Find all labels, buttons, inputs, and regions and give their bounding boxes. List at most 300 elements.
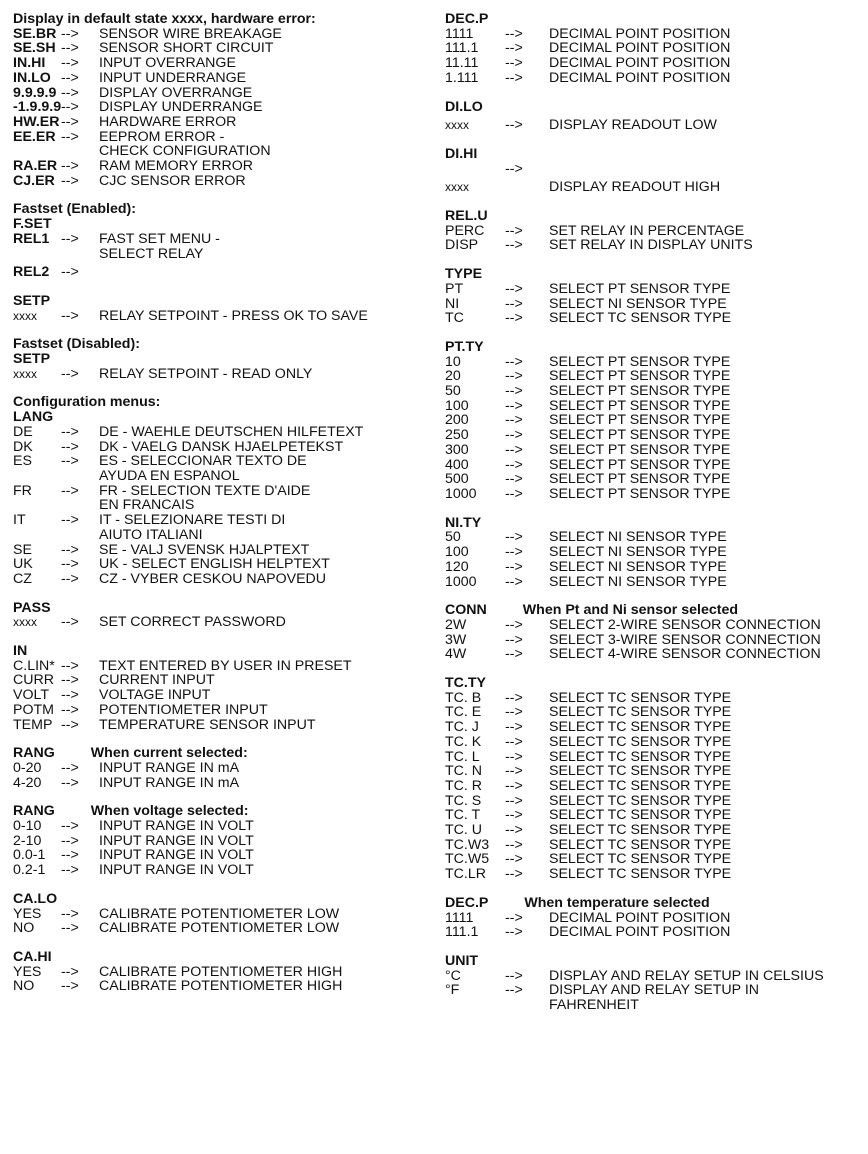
entry-arrow xyxy=(61,144,99,159)
menu-entry xyxy=(445,224,865,239)
entry-arrow: --> xyxy=(505,160,523,177)
entry-arrow: --> xyxy=(505,295,523,312)
entry-code: NI xyxy=(445,295,460,312)
entry-description: INPUT RANGE IN mA xyxy=(99,759,240,776)
entry-code: 500 xyxy=(445,471,469,488)
entry-arrow: --> xyxy=(61,556,79,573)
menu-entry xyxy=(13,174,413,189)
entry-description: RAM MEMORY ERROR xyxy=(99,158,253,175)
entry-code: 2W xyxy=(445,616,467,633)
entry-arrow: --> xyxy=(505,412,523,429)
entry-description: SELECT PT SENSOR TYPE xyxy=(549,456,731,473)
menu-entry xyxy=(13,41,413,56)
section-type xyxy=(445,267,865,326)
section-heading xyxy=(445,147,865,162)
entry-description: SELECT 3-WIRE SENSOR CONNECTION xyxy=(549,631,821,648)
menu-entry xyxy=(13,56,413,71)
entry-arrow: --> xyxy=(61,25,79,42)
entry-arrow: --> xyxy=(61,512,79,529)
entry-arrow: --> xyxy=(61,847,79,864)
entry-description: VOLTAGE INPUT xyxy=(99,687,211,704)
entry-description: DISPLAY AND RELAY SETUP IN xyxy=(549,982,760,999)
heading-text: DI.HI xyxy=(445,145,478,162)
right-column xyxy=(445,12,865,1027)
entry-arrow: --> xyxy=(505,924,523,941)
menu-entry xyxy=(13,513,413,528)
menu-entry xyxy=(13,819,413,834)
entry-arrow: --> xyxy=(505,485,523,502)
menu-entry xyxy=(445,545,865,560)
entry-code: PT xyxy=(445,280,464,297)
section-heading xyxy=(445,340,865,355)
menu-entry xyxy=(445,823,865,838)
entry-description: DECIMAL POINT POSITION xyxy=(549,55,731,72)
entry-arrow xyxy=(61,498,99,513)
entry-code: TC xyxy=(445,310,464,327)
section-tcty xyxy=(445,676,865,882)
entry-code: DE xyxy=(13,423,33,440)
menu-entry xyxy=(445,575,865,590)
section-pass xyxy=(13,601,413,630)
section-fastset-disabled xyxy=(13,337,413,381)
entry-description: FR - SELECTION TEXTE D'AIDE xyxy=(99,482,311,499)
entry-code xyxy=(445,162,505,177)
menu-entry xyxy=(445,180,865,195)
entry-description: ES - SELECCIONAR TEXTO DE xyxy=(99,453,307,470)
entry-code: 1000 xyxy=(445,485,477,502)
entry-description: DECIMAL POINT POSITION xyxy=(549,924,731,941)
entry-code: IN.HI xyxy=(13,55,46,72)
entry-arrow: --> xyxy=(505,280,523,297)
menu-entry xyxy=(445,384,865,399)
section-subheading: SETP xyxy=(13,351,51,368)
menu-entry xyxy=(445,750,865,765)
entry-code: 4-20 xyxy=(13,774,42,791)
entry-description: SET RELAY IN DISPLAY UNITS xyxy=(549,237,753,254)
entry-description: SELECT TC SENSOR TYPE xyxy=(549,777,732,794)
entry-description: SELECT TC SENSOR TYPE xyxy=(549,836,732,853)
entry-description: SELECT NI SENSOR TYPE xyxy=(549,295,727,312)
heading-note: When voltage selected: xyxy=(90,803,249,820)
entry-arrow: --> xyxy=(61,701,79,718)
entry-arrow: --> xyxy=(505,397,523,414)
entry-arrow: --> xyxy=(505,456,523,473)
entry-arrow: --> xyxy=(505,40,523,57)
entry-description: SELECT TC SENSOR TYPE xyxy=(549,704,732,721)
heading-text: UNIT xyxy=(445,952,479,969)
section-heading xyxy=(445,896,865,911)
entry-description: DISPLAY UNDERRANGE xyxy=(99,99,263,116)
entry-description: INPUT RANGE IN VOLT xyxy=(99,847,254,864)
heading-note: When current selected: xyxy=(90,745,248,762)
menu-entry xyxy=(445,369,865,384)
menu-entry xyxy=(445,983,865,998)
entry-arrow: --> xyxy=(505,646,523,663)
entry-description: SELECT TC SENSOR TYPE xyxy=(549,792,732,809)
entry-description: HARDWARE ERROR xyxy=(99,113,237,130)
entry-arrow: --> xyxy=(505,558,523,575)
entry-code: 0.0-1 xyxy=(13,847,46,864)
menu-entry xyxy=(13,100,413,115)
heading-text: TC.TY xyxy=(445,675,486,692)
entry-arrow: --> xyxy=(61,570,79,587)
entry-code: IN.LO xyxy=(13,69,51,86)
entry-code: REL2 xyxy=(13,264,50,281)
menu-entry xyxy=(13,572,413,587)
entry-description: DISPLAY OVERRANGE xyxy=(99,84,253,101)
entry-code: 4W xyxy=(445,646,467,663)
section-rang-current xyxy=(13,746,413,790)
menu-entry xyxy=(445,297,865,312)
section-heading xyxy=(13,294,413,309)
section-in xyxy=(13,644,413,732)
entry-arrow: --> xyxy=(61,920,79,937)
menu-entry xyxy=(445,530,865,545)
section-subheading: F.SET xyxy=(13,216,52,233)
section-heading xyxy=(13,950,413,965)
entry-description: DECIMAL POINT POSITION xyxy=(549,69,731,86)
entry-arrow: --> xyxy=(505,117,523,134)
menu-entry xyxy=(13,265,413,280)
heading-text: PT.TY xyxy=(445,338,484,355)
heading-text: DI.LO xyxy=(445,98,483,115)
entry-arrow: --> xyxy=(505,836,523,853)
menu-entry xyxy=(445,838,865,853)
menu-entry xyxy=(445,969,865,984)
heading-text: Fastset (Disabled): xyxy=(13,336,140,353)
heading-text: CA.LO xyxy=(13,890,58,907)
section-heading xyxy=(13,202,413,217)
section-default xyxy=(13,12,413,188)
section-decp xyxy=(445,12,865,86)
entry-arrow: --> xyxy=(505,529,523,546)
entry-arrow xyxy=(505,998,549,1013)
menu-entry xyxy=(445,633,865,648)
entry-description: SE - VALJ SVENSK HJALPTEXT xyxy=(99,541,310,558)
entry-arrow: --> xyxy=(61,541,79,558)
menu-entry xyxy=(445,998,865,1013)
menu-entry xyxy=(13,703,413,718)
heading-text: CONN xyxy=(445,602,487,619)
heading-text: DEC.P xyxy=(445,894,489,911)
entry-code: CURR xyxy=(13,672,54,689)
section-heading xyxy=(13,12,413,27)
entry-arrow: --> xyxy=(505,222,523,239)
entry-code: TC. T xyxy=(445,807,481,824)
menu-entry xyxy=(445,618,865,633)
entry-code: C.LIN* xyxy=(13,657,55,674)
entry-description: SELECT TC SENSOR TYPE xyxy=(549,733,732,750)
entry-arrow: --> xyxy=(61,453,79,470)
menu-entry xyxy=(13,863,413,878)
menu-entry xyxy=(13,454,413,469)
entry-description: POTENTIOMETER INPUT xyxy=(99,701,268,718)
entry-description: INPUT RANGE IN VOLT xyxy=(99,862,254,879)
section-heading xyxy=(13,601,413,616)
entry-code xyxy=(13,144,61,159)
entry-arrow: --> xyxy=(505,55,523,72)
entry-arrow: --> xyxy=(61,84,79,101)
entry-code: xxxx xyxy=(13,366,37,381)
entry-code: TC. S xyxy=(445,792,482,809)
entry-arrow: --> xyxy=(505,69,523,86)
section-heading xyxy=(445,267,865,282)
entry-code: YES xyxy=(13,905,42,922)
entry-description: CURRENT INPUT xyxy=(99,672,215,689)
entry-arrow: --> xyxy=(61,687,79,704)
menu-entry xyxy=(13,761,413,776)
entry-code: TC. R xyxy=(445,777,483,794)
menu-entry xyxy=(445,911,865,926)
entry-description: DK - VAELG DANSK HJAELPETEKST xyxy=(99,438,344,455)
entry-arrow: --> xyxy=(505,631,523,648)
entry-code: °F xyxy=(445,982,460,999)
entry-code: CJ.ER xyxy=(13,172,55,189)
entry-description: FAHRENHEIT xyxy=(549,997,639,1014)
entry-description: SENSOR WIRE BREAKAGE xyxy=(99,25,282,42)
entry-code: xxxx xyxy=(445,180,469,195)
entry-arrow: --> xyxy=(61,657,79,674)
entry-arrow: --> xyxy=(61,905,79,922)
entry-code: 50 xyxy=(445,529,461,546)
entry-description: DISPLAY AND RELAY SETUP IN CELSIUS xyxy=(549,967,824,984)
menu-entry xyxy=(445,399,865,414)
menu-entry xyxy=(445,472,865,487)
entry-description: DECIMAL POINT POSITION xyxy=(549,909,731,926)
menu-entry xyxy=(445,852,865,867)
menu-entry xyxy=(13,232,413,247)
entry-arrow xyxy=(61,247,99,262)
entry-description: SELECT TC SENSOR TYPE xyxy=(549,310,732,327)
section-heading xyxy=(445,209,865,224)
menu-entry xyxy=(445,867,865,882)
entry-arrow: --> xyxy=(505,25,523,42)
entry-arrow: --> xyxy=(505,777,523,794)
entry-description: SELECT PT SENSOR TYPE xyxy=(549,471,731,488)
entry-description: SELECT TC SENSOR TYPE xyxy=(549,763,732,780)
entry-description: RELAY SETPOINT - READ ONLY xyxy=(99,365,313,382)
entry-description: CALIBRATE POTENTIOMETER HIGH xyxy=(99,978,343,995)
entry-code: 1000 xyxy=(445,573,477,590)
entry-description: FAST SET MENU - xyxy=(99,230,220,247)
entry-code: 1.111 xyxy=(445,69,479,86)
menu-entry xyxy=(13,615,413,630)
entry-description: TEXT ENTERED BY USER IN PRESET xyxy=(99,657,352,674)
section-rang-voltage xyxy=(13,804,413,878)
menu-entry xyxy=(13,71,413,86)
menu-entry xyxy=(13,673,413,688)
entry-code: xxxx xyxy=(13,308,37,323)
entry-code: NO xyxy=(13,978,35,995)
entry-arrow: --> xyxy=(505,544,523,561)
entry-description: CALIBRATE POTENTIOMETER HIGH xyxy=(99,963,343,980)
entry-description: CZ - VYBER CESKOU NAPOVEDU xyxy=(99,570,327,587)
entry-description: INPUT RANGE IN VOLT xyxy=(99,832,254,849)
entry-arrow xyxy=(61,469,99,484)
entry-code: °C xyxy=(445,967,461,984)
section-heading xyxy=(13,395,413,410)
entry-code: SE.SH xyxy=(13,40,56,57)
entry-description: SELECT PT SENSOR TYPE xyxy=(549,485,731,502)
entry-code: TC. N xyxy=(445,763,483,780)
section-heading xyxy=(445,516,865,531)
entry-description: SELECT PT SENSOR TYPE xyxy=(549,427,731,444)
section-dihi xyxy=(445,147,865,195)
entry-arrow: --> xyxy=(61,614,79,631)
menu-entry xyxy=(445,720,865,735)
entry-code: REL1 xyxy=(13,230,50,247)
entry-arrow: --> xyxy=(505,689,523,706)
heading-text: DEC.P xyxy=(445,11,489,27)
entry-arrow: --> xyxy=(61,99,79,116)
entry-description: SENSOR SHORT CIRCUIT xyxy=(99,40,274,57)
menu-entry xyxy=(445,458,865,473)
entry-arrow: --> xyxy=(505,471,523,488)
entry-code: 300 xyxy=(445,441,469,458)
entry-description xyxy=(549,162,865,177)
entry-code: TC. E xyxy=(445,704,482,721)
section-conn xyxy=(445,603,865,662)
entry-code: xxxx xyxy=(13,615,37,630)
entry-description: SELECT TC SENSOR TYPE xyxy=(549,748,732,765)
entry-arrow: --> xyxy=(61,423,79,440)
left-column xyxy=(13,12,413,1008)
entry-description: SELECT 4-WIRE SENSOR CONNECTION xyxy=(549,646,821,663)
entry-description: SELECT NI SENSOR TYPE xyxy=(549,529,727,546)
menu-entry xyxy=(445,27,865,42)
section-heading xyxy=(445,954,865,969)
entry-code: xxxx xyxy=(445,118,469,133)
entry-arrow: --> xyxy=(505,383,523,400)
entry-description: AYUDA EN ESPANOL xyxy=(99,467,240,484)
menu-entry xyxy=(13,907,413,922)
entry-code: TC. J xyxy=(445,719,479,736)
menu-entry xyxy=(13,688,413,703)
entry-code: TC. L xyxy=(445,748,480,765)
heading-text: REL.U xyxy=(445,208,488,225)
menu-entry xyxy=(445,794,865,809)
menu-entry xyxy=(13,159,413,174)
entry-description: CHECK CONFIGURATION xyxy=(99,143,271,160)
entry-code: 20 xyxy=(445,368,461,385)
entry-code: POTM xyxy=(13,701,54,718)
entry-code xyxy=(13,469,61,484)
menu-entry xyxy=(13,979,413,994)
entry-arrow: --> xyxy=(61,365,79,382)
entry-code: SE.BR xyxy=(13,25,57,42)
entry-arrow: --> xyxy=(505,866,523,883)
entry-code: 1111 xyxy=(445,25,474,42)
entry-description: INPUT RANGE IN VOLT xyxy=(99,818,254,835)
menu-entry xyxy=(13,848,413,863)
entry-code: 1111 xyxy=(445,909,474,926)
entry-arrow: --> xyxy=(505,616,523,633)
entry-code: TEMP xyxy=(13,716,53,733)
entry-code: 120 xyxy=(445,558,469,575)
entry-code: TC. K xyxy=(445,733,482,750)
entry-code xyxy=(13,528,61,543)
entry-description: SELECT TC SENSOR TYPE xyxy=(549,689,732,706)
entry-arrow: --> xyxy=(505,733,523,750)
section-calo xyxy=(13,892,413,936)
menu-entry xyxy=(13,659,413,674)
entry-description: SELECT 2-WIRE SENSOR CONNECTION xyxy=(549,616,821,633)
entry-code: 50 xyxy=(445,383,461,400)
menu-entry xyxy=(445,779,865,794)
entry-description: SELECT NI SENSOR TYPE xyxy=(549,558,727,575)
entry-code: 111.1 xyxy=(445,924,479,941)
entry-code: CZ xyxy=(13,570,32,587)
entry-arrow: --> xyxy=(505,237,523,254)
section-fastset-enabled xyxy=(13,202,413,280)
section-ptty xyxy=(445,340,865,502)
heading-note: When temperature selected xyxy=(524,894,710,911)
entry-code: -1.9.9.9 xyxy=(13,99,62,116)
entry-description xyxy=(99,265,413,280)
section-config xyxy=(13,395,413,586)
entry-description: CALIBRATE POTENTIOMETER LOW xyxy=(99,905,340,922)
menu-entry xyxy=(13,484,413,499)
entry-arrow: --> xyxy=(61,230,79,247)
entry-description: SELECT TC SENSOR TYPE xyxy=(549,822,732,839)
entry-arrow: --> xyxy=(61,264,79,281)
entry-arrow: --> xyxy=(61,818,79,835)
section-heading xyxy=(13,746,413,761)
menu-entry xyxy=(445,56,865,71)
entry-arrow: --> xyxy=(61,307,79,324)
menu-entry xyxy=(13,367,413,382)
entry-arrow xyxy=(61,528,99,543)
menu-entry xyxy=(445,808,865,823)
entry-arrow: --> xyxy=(505,967,523,984)
menu-entry xyxy=(445,355,865,370)
menu-entry xyxy=(445,428,865,443)
menu-entry xyxy=(445,162,865,177)
entry-code: TC. B xyxy=(445,689,482,706)
menu-entry xyxy=(445,691,865,706)
entry-code: 400 xyxy=(445,456,469,473)
menu-entry xyxy=(13,965,413,980)
entry-arrow: --> xyxy=(61,69,79,86)
entry-arrow: --> xyxy=(61,55,79,72)
entry-code: 3W xyxy=(445,631,467,648)
menu-entry xyxy=(13,921,413,936)
heading-text: Fastset (Enabled): xyxy=(13,201,136,218)
entry-arrow: --> xyxy=(505,763,523,780)
entry-code: 0.2-1 xyxy=(13,862,46,879)
menu-entry xyxy=(445,735,865,750)
section-heading xyxy=(445,603,865,618)
menu-entry xyxy=(13,718,413,733)
entry-code: IT xyxy=(13,512,26,529)
menu-entry xyxy=(13,498,413,513)
menu-entry xyxy=(445,560,865,575)
entry-arrow: --> xyxy=(61,113,79,130)
menu-entry xyxy=(13,130,413,145)
entry-code: 2-10 xyxy=(13,832,42,849)
menu-entry xyxy=(445,443,865,458)
entry-arrow: --> xyxy=(61,158,79,175)
heading-text: Configuration menus: xyxy=(13,394,161,411)
entry-arrow: --> xyxy=(61,672,79,689)
entry-code: TC.W5 xyxy=(445,851,490,868)
entry-code xyxy=(13,247,61,262)
entry-arrow: --> xyxy=(505,807,523,824)
entry-arrow: --> xyxy=(61,963,79,980)
entry-description: DISPLAY READOUT LOW xyxy=(549,117,717,134)
entry-code: NO xyxy=(13,920,35,937)
entry-arrow: --> xyxy=(505,368,523,385)
